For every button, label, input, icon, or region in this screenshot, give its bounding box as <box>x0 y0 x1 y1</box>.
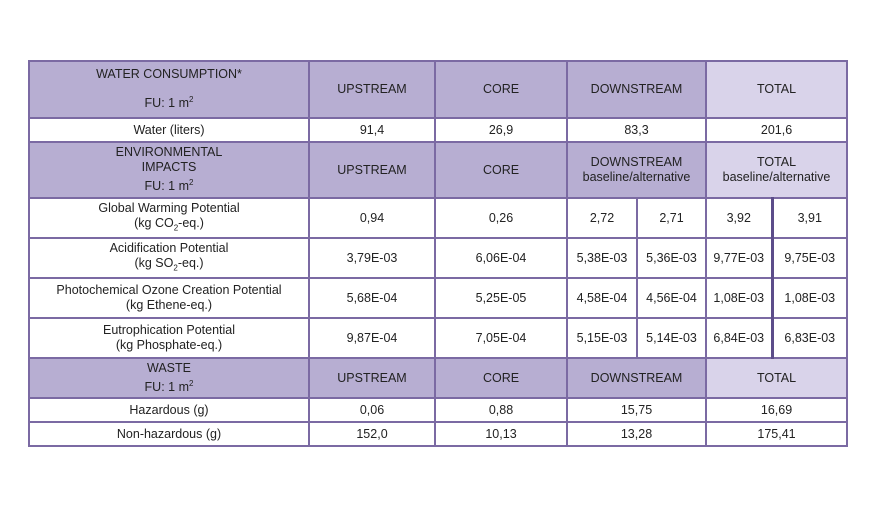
water-title-cell <box>29 61 309 118</box>
cell-downstream-baseline: 5,15E-03 <box>567 318 637 358</box>
cell-total: 175,41 <box>706 422 847 446</box>
env-col-total: TOTAL baseline/alternative <box>706 142 847 198</box>
waste-title: WASTE <box>147 360 191 375</box>
table-row <box>29 398 847 422</box>
cell-core: 6,06E-04 <box>435 238 567 278</box>
cell-total: 16,69 <box>706 398 847 422</box>
waste-col-upstream: UPSTREAM <box>309 358 435 398</box>
cell-downstream: 13,28 <box>567 422 706 446</box>
cell-downstream-baseline: 5,38E-03 <box>567 238 637 278</box>
cell-core: 10,13 <box>435 422 567 446</box>
waste-header-row <box>29 358 847 398</box>
cell-downstream-baseline: 2,72 <box>567 198 637 238</box>
water-fu: FU: 1 $m^2$ <box>144 95 194 111</box>
cell-core: 26,9 <box>435 118 567 142</box>
waste-title-cell <box>29 358 309 398</box>
cell-downstream-baseline: 4,58E-04 <box>567 278 637 318</box>
cell-total-alternative: 9,75E-03 <box>772 238 847 278</box>
waste-col-downstream: DOWNSTREAM <box>567 358 706 398</box>
env-title-cell <box>29 142 309 198</box>
cell-upstream: 5,68E-04 <box>309 278 435 318</box>
water-header-row <box>29 61 847 118</box>
cell-total-alternative: 6,83E-03 <box>772 318 847 358</box>
cell-total-baseline: 1,08E-03 <box>706 278 772 318</box>
water-title: WATER CONSUMPTION* <box>96 67 242 82</box>
cell-downstream-alternative: 4,56E-04 <box>637 278 706 318</box>
cell-total-baseline: 6,84E-03 <box>706 318 772 358</box>
cell-core: 7,05E-04 <box>435 318 567 358</box>
env-col-downstream: DOWNSTREAM baseline/alternative <box>567 142 706 198</box>
env-title-line1: ENVIRONMENTAL <box>115 145 223 160</box>
cell-core: 0,88 <box>435 398 567 422</box>
waste-col-core: CORE <box>435 358 567 398</box>
env-col-core: CORE <box>435 142 567 198</box>
cell-total-baseline: 9,77E-03 <box>706 238 772 278</box>
cell-downstream-alternative: 5,36E-03 <box>637 238 706 278</box>
env-col-upstream: UPSTREAM <box>309 142 435 198</box>
cell-upstream: 3,79E-03 <box>309 238 435 278</box>
table-row <box>29 198 847 238</box>
cell-downstream: 15,75 <box>567 398 706 422</box>
cell-core: 5,25E-05 <box>435 278 567 318</box>
row-label: Global Warming Potential (kg $CO_2-eq$.) <box>29 198 309 238</box>
cell-downstream-alternative: 5,14E-03 <box>637 318 706 358</box>
table-row <box>29 238 847 278</box>
cell-total-alternative: 3,91 <box>772 198 847 238</box>
row-label: Eutrophication Potential (kg Phosphate-eq.) <box>29 318 309 358</box>
cell-total-baseline: 3,92 <box>706 198 772 238</box>
table-row <box>29 422 847 446</box>
cell-downstream: 83,3 <box>567 118 706 142</box>
row-label: Photochemical Ozone Creation Potential (kg Ethene-eq.) <box>29 278 309 318</box>
water-col-upstream: UPSTREAM <box>309 61 435 118</box>
cell-total-alternative: 1,08E-03 <box>772 278 847 318</box>
cell-upstream: 9,87E-04 <box>309 318 435 358</box>
row-label: Non-hazardous (g) <box>29 422 309 446</box>
row-label: Acidification Potential (kg $SO_2-eq$.) <box>29 238 309 278</box>
cell-total: 201,6 <box>706 118 847 142</box>
cell-upstream: 0,06 <box>309 398 435 422</box>
cell-downstream-alternative: 2,71 <box>637 198 706 238</box>
row-label: Water (liters) <box>29 118 309 142</box>
table-row <box>29 318 847 358</box>
cell-upstream: 0,94 <box>309 198 435 238</box>
env-header-row <box>29 142 847 198</box>
cell-upstream: 91,4 <box>309 118 435 142</box>
row-label: Hazardous (g) <box>29 398 309 422</box>
table-row <box>29 278 847 318</box>
waste-col-total: TOTAL <box>706 358 847 398</box>
water-col-downstream: DOWNSTREAM <box>567 61 706 118</box>
env-fu: FU: 1 $m^2$ <box>144 178 194 194</box>
waste-fu: FU: 1 $m^2$ <box>144 378 194 395</box>
water-col-total: TOTAL <box>706 61 847 118</box>
cell-upstream: 152,0 <box>309 422 435 446</box>
lca-results-table <box>28 60 848 447</box>
env-title-line2: IMPACTS <box>141 160 197 175</box>
water-col-core: CORE <box>435 61 567 118</box>
cell-core: 0,26 <box>435 198 567 238</box>
table-row <box>29 118 847 142</box>
